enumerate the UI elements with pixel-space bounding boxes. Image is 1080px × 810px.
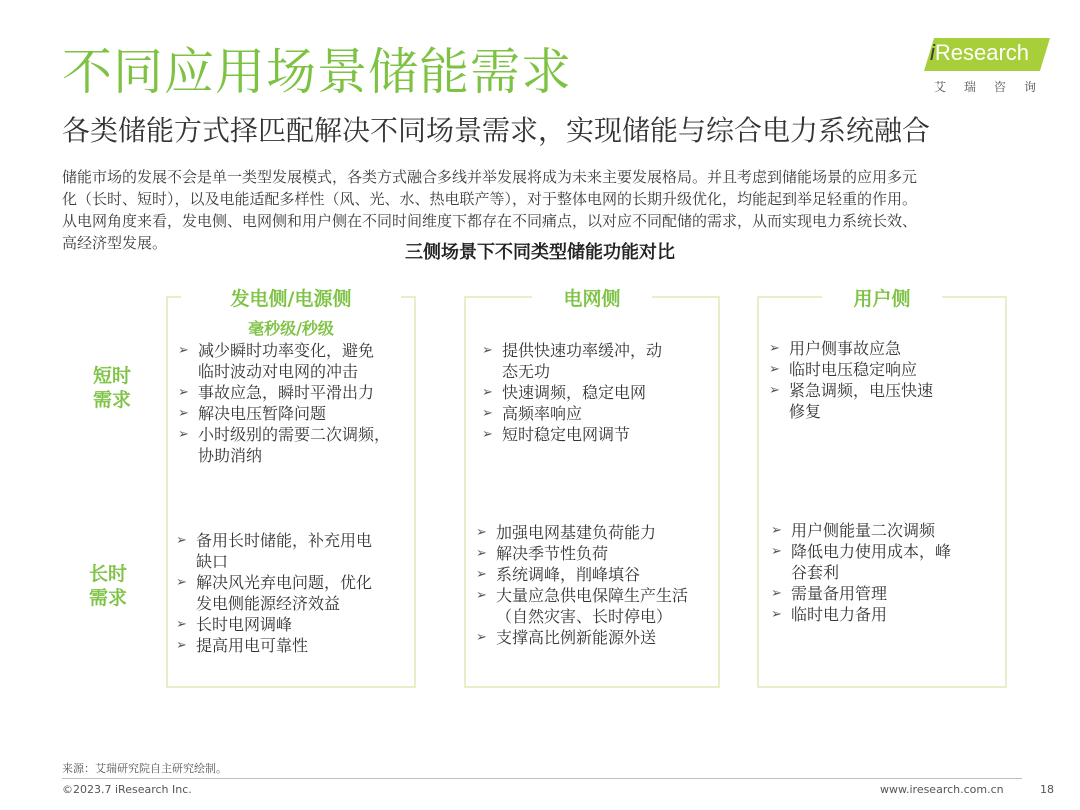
list-item-line: 临时电压稳定响应 xyxy=(789,360,918,379)
list-item-line: 修复 xyxy=(789,402,822,421)
arrow-bullet-icon: ➢ xyxy=(476,630,487,645)
column-header-grid: 电网侧 xyxy=(532,286,652,314)
bullet-list xyxy=(482,340,718,445)
list-item xyxy=(476,627,718,648)
list-item-line: 备用长时储能，补充用电 xyxy=(196,531,373,550)
row-label-line: 短时 xyxy=(92,365,131,387)
list-item xyxy=(476,585,718,627)
bullet-list xyxy=(769,338,1001,422)
list-item xyxy=(176,635,412,656)
list-item xyxy=(771,520,1003,541)
iresearch-logo xyxy=(912,38,1055,96)
list-item-line: 临时电力备用 xyxy=(791,605,888,624)
arrow-bullet-icon: ➢ xyxy=(176,533,187,548)
list-item xyxy=(178,340,414,382)
arrow-bullet-icon: ➢ xyxy=(178,385,189,400)
footer-url: www.iresearch.com.cn xyxy=(880,783,1004,796)
arrow-bullet-icon: ➢ xyxy=(769,383,780,398)
list-item-line: 用户侧事故应急 xyxy=(789,339,902,358)
intro-line: 从电网角度来看，发电侧、电网侧和用户侧在不同时间维度下都存在不同痛点，以对应不同配储的需求，从而实现电力系统长效、 xyxy=(62,212,918,230)
list-item xyxy=(482,382,718,403)
list-item-line: 高频率响应 xyxy=(502,404,583,423)
cell-grid-long xyxy=(476,522,718,648)
logo-subtitle: 艾瑞咨询 xyxy=(934,80,1055,94)
list-item-line: 事故应急，瞬时平滑出力 xyxy=(198,383,375,402)
list-item xyxy=(482,424,718,445)
list-item xyxy=(771,604,1003,625)
list-item-line: 紧急调频，电压快速 xyxy=(789,381,934,400)
arrow-bullet-icon: ➢ xyxy=(771,544,782,559)
list-item xyxy=(178,382,414,403)
bullet-list xyxy=(476,522,718,648)
page-title: 不同应用场景储能需求 xyxy=(62,43,572,101)
arrow-bullet-icon: ➢ xyxy=(482,427,493,442)
arrow-bullet-icon: ➢ xyxy=(769,362,780,377)
row-label-line: 需求 xyxy=(88,587,127,609)
arrow-bullet-icon: ➢ xyxy=(771,607,782,622)
arrow-bullet-icon: ➢ xyxy=(476,525,487,540)
list-item-line: 提高用电可靠性 xyxy=(196,636,309,655)
list-item-line: 缺口 xyxy=(196,552,229,571)
list-item xyxy=(769,338,1001,359)
list-item xyxy=(769,380,1001,422)
list-item-line: 减少瞬时功率变化，避免 xyxy=(198,341,375,360)
list-item xyxy=(476,543,718,564)
list-item-line: 提供快速功率缓冲，动 xyxy=(502,341,663,360)
list-item-line: 大量应急供电保障生产生活 xyxy=(496,586,689,605)
list-item-line: 临时波动对电网的冲击 xyxy=(198,362,359,381)
page-subtitle: 各类储能方式择匹配解决不同场景需求，实现储能与综合电力系统融合 xyxy=(62,114,931,147)
source-note: 来源：艾瑞研究院自主研究绘制。 xyxy=(62,762,227,775)
row-label-line: 需求 xyxy=(92,389,131,411)
list-item-line: 降低电力使用成本，峰 xyxy=(791,542,952,561)
logo-brand-i: i xyxy=(930,40,935,65)
column-header-generation: 发电侧/电源侧 xyxy=(181,286,401,314)
cell-generation-long xyxy=(176,530,412,656)
arrow-bullet-icon: ➢ xyxy=(771,523,782,538)
row-label-long xyxy=(78,562,138,610)
list-item-line: 解决季节性负荷 xyxy=(496,544,609,563)
logo-brand-rest: Research xyxy=(934,40,1030,65)
list-item-line: 系统调峰，削峰填谷 xyxy=(496,565,641,584)
list-item xyxy=(176,614,412,635)
arrow-bullet-icon: ➢ xyxy=(178,406,189,421)
arrow-bullet-icon: ➢ xyxy=(482,343,493,358)
cell-grid-short xyxy=(482,340,718,445)
list-item xyxy=(176,530,412,572)
list-item-line: 加强电网基建负荷能力 xyxy=(496,523,657,542)
intro-line: 高经济型发展。 xyxy=(62,234,168,252)
cell-user-long xyxy=(771,520,1003,625)
column-header-user: 用户侧 xyxy=(822,286,942,314)
list-item xyxy=(476,522,718,543)
list-item xyxy=(482,340,718,382)
bullet-list xyxy=(178,340,414,466)
list-item-line: 小时级别的需要二次调频， xyxy=(198,425,391,444)
arrow-bullet-icon: ➢ xyxy=(482,385,493,400)
arrow-bullet-icon: ➢ xyxy=(176,575,187,590)
list-item-line: 发电侧能源经济效益 xyxy=(196,594,341,613)
bullet-list xyxy=(771,520,1003,625)
row-label-line: 长时 xyxy=(88,563,127,585)
bullet-list xyxy=(176,530,412,656)
list-item-line: 解决风光弃电问题，优化 xyxy=(196,573,373,592)
column-subheader-generation: 毫秒级/秒级 xyxy=(248,319,334,338)
arrow-bullet-icon: ➢ xyxy=(176,617,187,632)
arrow-bullet-icon: ➢ xyxy=(769,341,780,356)
list-item-line: 态无功 xyxy=(502,362,551,381)
arrow-bullet-icon: ➢ xyxy=(178,427,189,442)
intro-line: 化（长时、短时），以及电能适配多样性（风、光、水、热电联产等），对于整体电网的长期升级优化，均能起到举足轻重的作用。 xyxy=(62,190,918,208)
page-number: 18 xyxy=(1040,783,1054,796)
cell-user-short xyxy=(769,338,1001,422)
list-item xyxy=(178,403,414,424)
list-item-line: 需量备用管理 xyxy=(791,584,888,603)
list-item xyxy=(771,541,1003,583)
list-item xyxy=(771,583,1003,604)
list-item-line: 用户侧能量二次调频 xyxy=(791,521,936,540)
list-item-line: 短时稳定电网调节 xyxy=(502,425,631,444)
logo-brand xyxy=(930,40,1029,66)
arrow-bullet-icon: ➢ xyxy=(176,638,187,653)
list-item-line: 谷套利 xyxy=(791,563,840,582)
list-item-line: （自然灾害、长时停电） xyxy=(496,607,673,626)
list-item-line: 支撑高比例新能源外送 xyxy=(496,628,657,647)
copyright: ©2023.7 iResearch Inc. xyxy=(62,783,192,796)
arrow-bullet-icon: ➢ xyxy=(178,343,189,358)
list-item-line: 解决电压暂降问题 xyxy=(198,404,327,423)
list-item xyxy=(476,564,718,585)
arrow-bullet-icon: ➢ xyxy=(476,588,487,603)
arrow-bullet-icon: ➢ xyxy=(476,567,487,582)
list-item xyxy=(178,424,414,466)
list-item-line: 协助消纳 xyxy=(198,446,263,465)
footer-divider xyxy=(62,778,1022,779)
intro-line: 储能市场的发展不会是单一类型发展模式，各类方式融合多线并举发展将成为未来主要发展格局。并且考虑到储能场景的应用多元 xyxy=(62,168,918,186)
list-item xyxy=(176,572,412,614)
list-item xyxy=(769,359,1001,380)
row-label-short xyxy=(82,364,142,412)
cell-generation-short xyxy=(178,340,414,466)
table-title: 三侧场景下不同类型储能功能对比 xyxy=(405,242,675,263)
list-item-line: 快速调频，稳定电网 xyxy=(502,383,647,402)
arrow-bullet-icon: ➢ xyxy=(771,586,782,601)
list-item xyxy=(482,403,718,424)
arrow-bullet-icon: ➢ xyxy=(482,406,493,421)
arrow-bullet-icon: ➢ xyxy=(476,546,487,561)
list-item-line: 长时电网调峰 xyxy=(196,615,293,634)
